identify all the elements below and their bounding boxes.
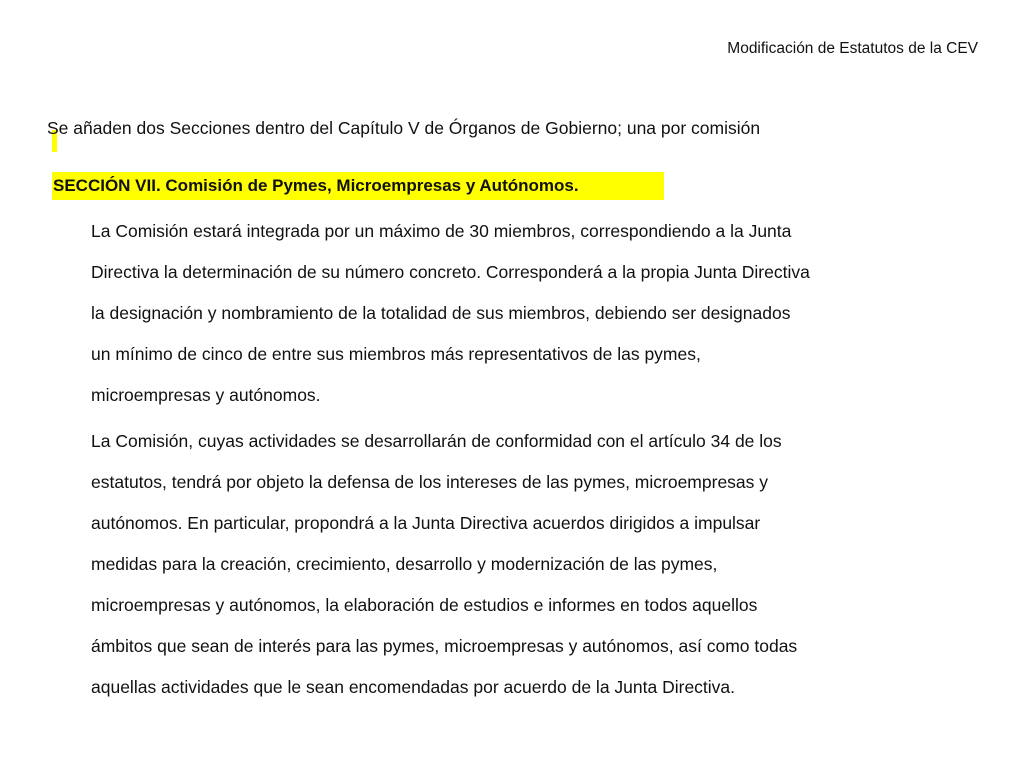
paragraph-line: autónomos. En particular, propondrá a la Junta Directiva acuerdos dirigidos a impulsar — [91, 513, 761, 533]
paragraph-line: aquellas actividades que le sean encomendadas por acuerdo de la Junta Directiva. — [91, 677, 736, 697]
paragraph-line: microempresas y autónomos. — [91, 385, 321, 405]
paragraph-2 — [91, 421, 961, 708]
paragraph-line: La Comisión estará integrada por un máximo de 30 miembros, correspondiendo a la Junta — [91, 221, 792, 241]
section-heading: SECCIÓN VII. Comisión de Pymes, Microempresas y Autónomos. — [52, 172, 664, 200]
paragraph-line: ámbitos que sean de interés para las pymes, microempresas y autónomos, así como todas — [91, 636, 798, 656]
intro-text: Se añaden dos Secciones dentro del Capítulo V de Órganos de Gobierno; una por comisión — [47, 118, 761, 138]
paragraph-line: microempresas y autónomos, la elaboración de estudios e informes en todos aquellos — [91, 595, 758, 615]
document-header-title: Modificación de Estatutos de la CEV — [727, 40, 978, 57]
paragraph-1 — [91, 211, 961, 416]
paragraph-line: medidas para la creación, crecimiento, desarrollo y modernización de las pymes, — [91, 554, 718, 574]
paragraph-line: Directiva la determinación de su número concreto. Corresponderá a la propia Junta Directiva — [91, 262, 810, 282]
paragraph-line: la designación y nombramiento de la totalidad de sus miembros, debiendo ser designados — [91, 303, 791, 323]
paragraph-line: estatutos, tendrá por objeto la defensa de los intereses de las pymes, microempresas y — [91, 472, 769, 492]
paragraph-line: La Comisión, cuyas actividades se desarrollarán de conformidad con el artículo 34 de los — [91, 431, 782, 451]
paragraph-line: un mínimo de cinco de entre sus miembros más representativos de las pymes, — [91, 344, 701, 364]
